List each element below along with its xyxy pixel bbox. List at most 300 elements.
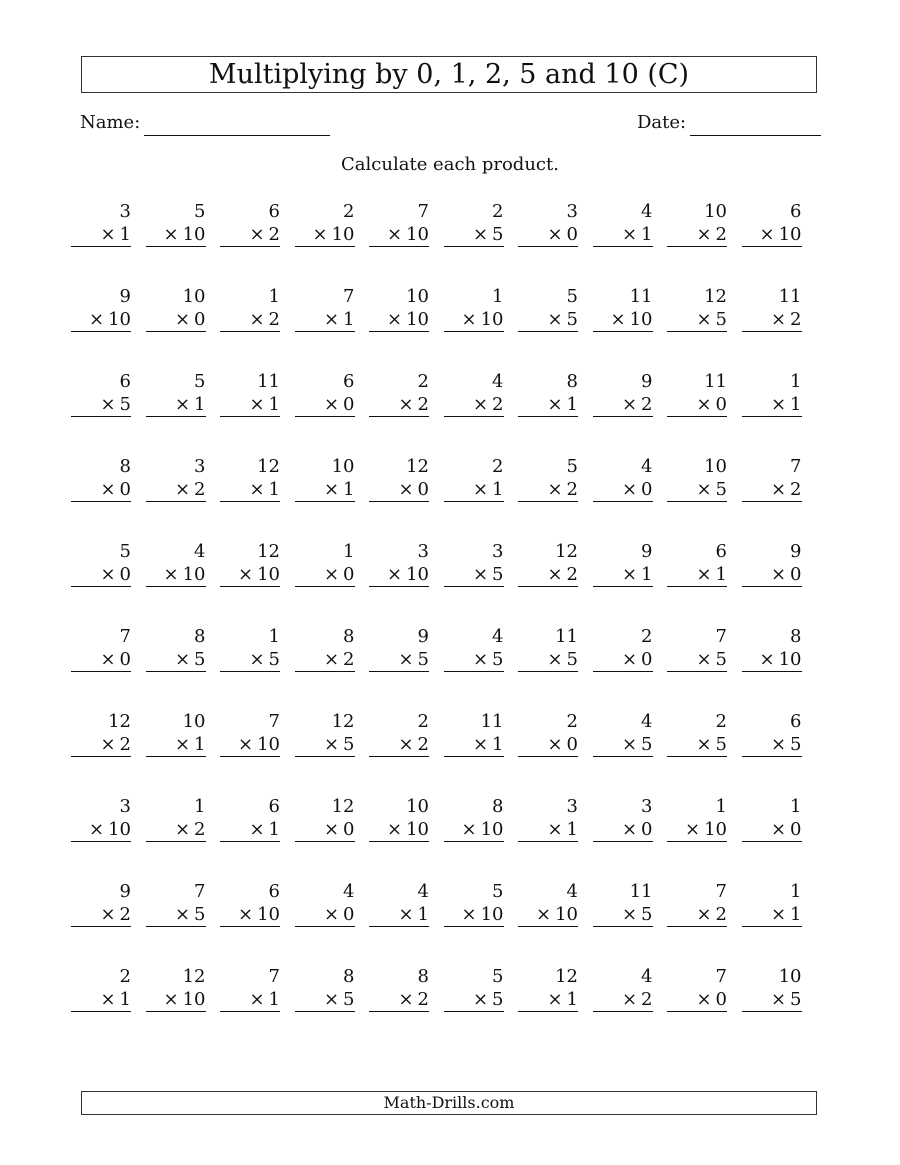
problem (593, 966, 653, 1012)
times-sign: × (163, 224, 179, 245)
times-sign: × (387, 819, 403, 840)
multiplier (369, 648, 429, 672)
times-sign: × (610, 309, 626, 330)
multiplicand: 8 (343, 966, 355, 987)
multiplier (295, 223, 355, 247)
multiplier (593, 818, 653, 842)
multiplier (742, 478, 802, 502)
multiplicand: 5 (492, 966, 504, 987)
problem (146, 966, 206, 1012)
multiplier (518, 563, 578, 587)
problem (667, 371, 727, 417)
multiplicand: 10 (778, 966, 802, 987)
multiplier (593, 478, 653, 502)
multiplier (444, 393, 504, 417)
problem (369, 371, 429, 417)
multiplier-value: 5 (715, 734, 727, 755)
multiplicand: 9 (641, 371, 653, 392)
multiplier (71, 733, 131, 757)
times-sign: × (547, 734, 563, 755)
problem (295, 711, 355, 757)
multiplicand: 6 (268, 881, 280, 902)
multiplier-value: 2 (119, 734, 131, 755)
times-sign: × (249, 224, 265, 245)
multiplier (295, 648, 355, 672)
multiplier (742, 648, 802, 672)
multiplicand: 11 (704, 371, 727, 392)
multiplicand: 8 (492, 796, 504, 817)
times-sign: × (621, 819, 638, 840)
times-sign: × (685, 819, 701, 840)
multiplier (220, 648, 280, 672)
multiplicand: 3 (566, 201, 578, 222)
multiplicand: 12 (555, 966, 578, 987)
times-sign: × (472, 479, 489, 500)
problem (444, 286, 504, 332)
multiplier-value: 2 (715, 224, 727, 245)
multiplicand: 4 (492, 626, 504, 647)
multiplicand: 4 (641, 201, 653, 222)
multiplier (444, 648, 504, 672)
multiplicand: 3 (119, 201, 131, 222)
multiplier (518, 903, 578, 927)
problem (518, 371, 578, 417)
times-sign: × (621, 564, 638, 585)
problem (518, 286, 578, 332)
multiplier-value: 2 (194, 479, 206, 500)
multiplier-value: 2 (194, 819, 206, 840)
multiplicand: 7 (268, 966, 280, 987)
multiplier-value: 10 (108, 819, 131, 840)
multiplicand: 6 (715, 541, 727, 562)
multiplier-value: 5 (715, 309, 727, 330)
times-sign: × (472, 989, 489, 1010)
problem (220, 626, 280, 672)
multiplier-value: 5 (715, 479, 727, 500)
times-sign: × (387, 564, 403, 585)
problem (444, 711, 504, 757)
multiplier (742, 988, 802, 1012)
multiplicand: 6 (343, 371, 355, 392)
multiplier (667, 733, 727, 757)
multiplier (295, 903, 355, 927)
problem (742, 371, 802, 417)
multiplier-value: 0 (641, 819, 653, 840)
problem (667, 796, 727, 842)
multiplier (369, 308, 429, 332)
times-sign: × (238, 734, 254, 755)
multiplier (146, 818, 206, 842)
multiplicand: 1 (268, 626, 280, 647)
times-sign: × (547, 649, 563, 670)
times-sign: × (323, 564, 340, 585)
multiplier (146, 308, 206, 332)
multiplicand: 1 (790, 796, 802, 817)
problem (742, 541, 802, 587)
times-sign: × (696, 989, 712, 1010)
times-sign: × (547, 564, 563, 585)
problem (71, 881, 131, 927)
problem (518, 201, 578, 247)
times-sign: × (249, 309, 265, 330)
multiplier-value: 0 (566, 224, 578, 245)
times-sign: × (472, 224, 489, 245)
multiplier-value: 10 (555, 904, 578, 925)
multiplier-value: 0 (343, 904, 355, 925)
multiplier-value: 1 (790, 904, 802, 925)
multiplier-value: 5 (641, 734, 653, 755)
multiplicand: 12 (406, 456, 429, 477)
problem (444, 371, 504, 417)
multiplicand: 9 (790, 541, 802, 562)
multiplier-value: 5 (194, 649, 206, 670)
times-sign: × (461, 904, 477, 925)
multiplicand: 8 (194, 626, 206, 647)
problem (518, 711, 578, 757)
times-sign: × (163, 564, 179, 585)
multiplier (146, 223, 206, 247)
times-sign: × (100, 479, 116, 500)
multiplicand: 8 (343, 626, 355, 647)
worksheet-title: Multiplying by 0, 1, 2, 5 and 10 (C) (81, 56, 817, 93)
multiplicand: 1 (194, 796, 206, 817)
times-sign: × (249, 989, 265, 1010)
times-sign: × (89, 309, 105, 330)
multiplier-value: 1 (119, 989, 131, 1010)
multiplier (146, 903, 206, 927)
multiplicand: 9 (119, 881, 131, 902)
multiplier (667, 988, 727, 1012)
times-sign: × (696, 734, 712, 755)
problem (71, 796, 131, 842)
problem (71, 456, 131, 502)
multiplier (742, 563, 802, 587)
times-sign: × (696, 564, 712, 585)
multiplier (369, 733, 429, 757)
problem (518, 541, 578, 587)
multiplier (742, 733, 802, 757)
problem (220, 541, 280, 587)
multiplier (518, 988, 578, 1012)
multiplier-value: 0 (119, 564, 131, 585)
times-sign: × (759, 224, 775, 245)
multiplier (593, 563, 653, 587)
problem (444, 201, 504, 247)
multiplicand: 11 (629, 286, 653, 307)
times-sign: × (759, 649, 775, 670)
multiplier (369, 903, 429, 927)
multiplier (295, 563, 355, 587)
multiplier (220, 563, 280, 587)
problem (444, 626, 504, 672)
multiplier (518, 393, 578, 417)
multiplicand: 5 (119, 541, 131, 562)
multiplicand: 10 (704, 201, 727, 222)
problem (71, 626, 131, 672)
multiplicand: 12 (331, 711, 355, 732)
times-sign: × (174, 479, 191, 500)
multiplicand: 5 (194, 201, 206, 222)
multiplier (667, 223, 727, 247)
multiplier-value: 10 (480, 819, 504, 840)
problem (295, 796, 355, 842)
times-sign: × (323, 734, 340, 755)
name-field[interactable] (144, 135, 330, 136)
problem (444, 456, 504, 502)
multiplier-value: 10 (406, 564, 429, 585)
multiplier-value: 2 (417, 734, 429, 755)
multiplier (369, 988, 429, 1012)
multiplier-value: 0 (343, 564, 355, 585)
multiplicand: 8 (119, 456, 131, 477)
multiplier (220, 733, 280, 757)
multiplier-value: 5 (343, 734, 355, 755)
times-sign: × (174, 904, 191, 925)
multiplier-value: 1 (268, 479, 280, 500)
multiplier-value: 10 (182, 564, 206, 585)
multiplicand: 4 (417, 881, 429, 902)
multiplier-value: 10 (778, 649, 802, 670)
problem (295, 541, 355, 587)
multiplier (667, 393, 727, 417)
multiplier-value: 2 (641, 989, 653, 1010)
multiplicand: 9 (119, 286, 131, 307)
footer-credit: Math-Drills.com (81, 1091, 817, 1115)
multiplier (220, 393, 280, 417)
multiplicand: 2 (119, 966, 131, 987)
multiplicand: 1 (790, 371, 802, 392)
multiplier-value: 1 (268, 394, 280, 415)
problem (295, 966, 355, 1012)
multiplier (71, 563, 131, 587)
problem (444, 966, 504, 1012)
multiplier-value: 5 (492, 224, 504, 245)
times-sign: × (323, 479, 340, 500)
problem (146, 541, 206, 587)
multiplier (146, 733, 206, 757)
multiplier (518, 223, 578, 247)
times-sign: × (461, 309, 477, 330)
multiplicand: 6 (119, 371, 131, 392)
multiplier-value: 0 (715, 989, 727, 1010)
multiplier-value: 10 (108, 309, 131, 330)
multiplier (369, 563, 429, 587)
multiplicand: 4 (492, 371, 504, 392)
multiplier (593, 733, 653, 757)
multiplier-value: 1 (641, 224, 653, 245)
multiplicand: 2 (343, 201, 355, 222)
times-sign: × (472, 649, 489, 670)
times-sign: × (323, 649, 340, 670)
times-sign: × (461, 819, 477, 840)
multiplicand: 12 (555, 541, 578, 562)
multiplier (146, 563, 206, 587)
times-sign: × (547, 309, 563, 330)
multiplier (146, 478, 206, 502)
multiplier (220, 903, 280, 927)
multiplicand: 12 (257, 541, 280, 562)
multiplier-value: 1 (566, 394, 578, 415)
times-sign: × (100, 989, 116, 1010)
multiplicand: 6 (268, 201, 280, 222)
multiplier-value: 1 (268, 819, 280, 840)
multiplier-value: 0 (641, 649, 653, 670)
problem (295, 201, 355, 247)
multiplier-value: 5 (119, 394, 131, 415)
times-sign: × (323, 819, 340, 840)
multiplicand: 2 (566, 711, 578, 732)
multiplicand: 9 (641, 541, 653, 562)
multiplicand: 7 (715, 966, 727, 987)
problem (518, 881, 578, 927)
multiplicand: 9 (417, 626, 429, 647)
multiplicand: 5 (566, 286, 578, 307)
multiplicand: 2 (492, 456, 504, 477)
multiplier (444, 818, 504, 842)
problem (444, 541, 504, 587)
multiplicand: 1 (268, 286, 280, 307)
multiplicand: 7 (790, 456, 802, 477)
multiplicand: 12 (331, 796, 355, 817)
times-sign: × (249, 649, 265, 670)
problem (71, 541, 131, 587)
instructions: Calculate each product. (341, 154, 559, 175)
problem (742, 456, 802, 502)
date-field[interactable] (690, 135, 821, 136)
problem (518, 796, 578, 842)
multiplier (369, 223, 429, 247)
multiplier-value: 5 (566, 309, 578, 330)
times-sign: × (238, 564, 254, 585)
problem (220, 796, 280, 842)
times-sign: × (238, 904, 254, 925)
times-sign: × (696, 309, 712, 330)
times-sign: × (547, 479, 563, 500)
multiplier-value: 1 (790, 394, 802, 415)
problem (146, 371, 206, 417)
multiplier-value: 0 (417, 479, 429, 500)
multiplier (220, 988, 280, 1012)
multiplicand: 10 (182, 286, 206, 307)
multiplier (295, 308, 355, 332)
multiplicand: 5 (566, 456, 578, 477)
multiplier-value: 2 (119, 904, 131, 925)
multiplicand: 1 (492, 286, 504, 307)
multiplicand: 2 (417, 711, 429, 732)
multiplicand: 4 (194, 541, 206, 562)
times-sign: × (770, 989, 787, 1010)
times-sign: × (398, 479, 414, 500)
multiplicand: 4 (343, 881, 355, 902)
multiplier-value: 10 (629, 309, 653, 330)
problem (295, 881, 355, 927)
multiplicand: 8 (790, 626, 802, 647)
multiplier (369, 478, 429, 502)
multiplicand: 2 (417, 371, 429, 392)
times-sign: × (547, 224, 563, 245)
problem (667, 201, 727, 247)
times-sign: × (100, 734, 116, 755)
multiplier (742, 223, 802, 247)
multiplier (593, 903, 653, 927)
problem (742, 711, 802, 757)
multiplier-value: 5 (715, 649, 727, 670)
multiplier-value: 0 (343, 819, 355, 840)
times-sign: × (398, 649, 414, 670)
problem (444, 881, 504, 927)
times-sign: × (100, 394, 116, 415)
multiplicand: 6 (790, 201, 802, 222)
multiplier-value: 5 (343, 989, 355, 1010)
problem (71, 966, 131, 1012)
multiplier-value: 5 (790, 734, 802, 755)
problem (146, 626, 206, 672)
problem (593, 711, 653, 757)
multiplier (146, 988, 206, 1012)
multiplier-value: 10 (406, 224, 429, 245)
multiplier (220, 223, 280, 247)
multiplier-value: 1 (119, 224, 131, 245)
multiplier-value: 1 (417, 904, 429, 925)
times-sign: × (174, 819, 191, 840)
problem (295, 371, 355, 417)
multiplier (742, 308, 802, 332)
times-sign: × (621, 224, 638, 245)
multiplicand: 12 (257, 456, 280, 477)
problem (593, 201, 653, 247)
multiplier-value: 2 (417, 989, 429, 1010)
times-sign: × (174, 394, 191, 415)
multiplier (444, 308, 504, 332)
problem (220, 456, 280, 502)
multiplier (518, 733, 578, 757)
multiplicand: 7 (194, 881, 206, 902)
multiplier (444, 223, 504, 247)
multiplicand: 3 (641, 796, 653, 817)
problem (742, 286, 802, 332)
times-sign: × (174, 734, 191, 755)
problem (518, 626, 578, 672)
problem (369, 711, 429, 757)
multiplier (593, 648, 653, 672)
multiplier-value: 2 (790, 479, 802, 500)
multiplicand: 1 (715, 796, 727, 817)
multiplier (71, 223, 131, 247)
multiplier-value: 1 (492, 734, 504, 755)
multiplicand: 10 (406, 796, 429, 817)
multiplier (742, 818, 802, 842)
times-sign: × (323, 394, 340, 415)
problem (369, 796, 429, 842)
times-sign: × (387, 224, 403, 245)
times-sign: × (770, 394, 787, 415)
multiplier (71, 818, 131, 842)
multiplier-value: 10 (778, 224, 802, 245)
times-sign: × (312, 224, 328, 245)
multiplicand: 3 (119, 796, 131, 817)
multiplier-value: 0 (641, 479, 653, 500)
multiplier-value: 0 (343, 394, 355, 415)
problem (369, 626, 429, 672)
problem (518, 456, 578, 502)
problem (593, 286, 653, 332)
times-sign: × (547, 989, 563, 1010)
multiplicand: 11 (778, 286, 802, 307)
problem (295, 626, 355, 672)
multiplier (667, 903, 727, 927)
multiplicand: 12 (108, 711, 131, 732)
problem (742, 881, 802, 927)
